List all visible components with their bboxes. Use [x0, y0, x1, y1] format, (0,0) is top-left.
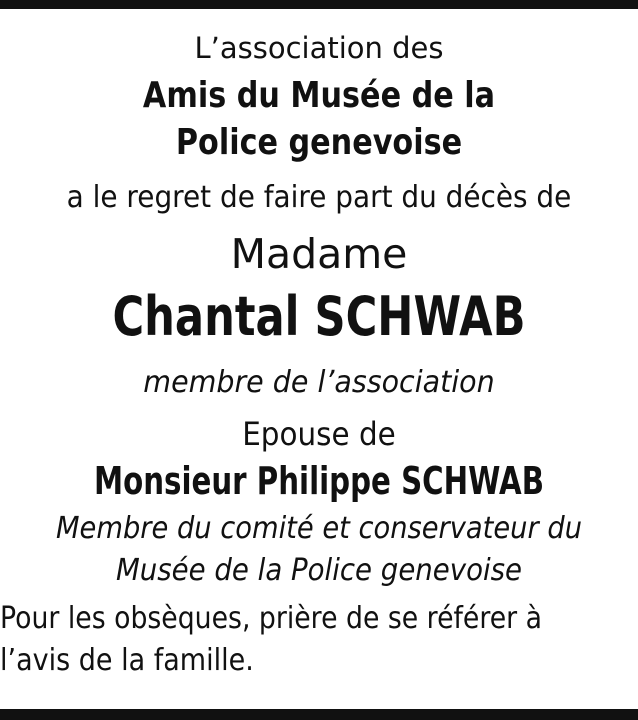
deceased-name: Chantal SCHWAB [112, 285, 526, 348]
bottom-border-rule [0, 709, 638, 720]
association-name-line-1: Amis du Musée de la [142, 75, 496, 116]
honorific: Madame [230, 230, 408, 278]
top-border-rule [0, 0, 638, 9]
funeral-info-line-2: l’avis de la famille. [0, 643, 254, 678]
spouse-role-line-2: Musée de la Police genevoise [115, 553, 523, 588]
spouse-role-line-1: Membre du comité et conservateur du [55, 511, 583, 546]
association-name-line-2: Police genevoise [175, 122, 463, 163]
funeral-info-line-1: Pour les obsèques, prière de se référer à [0, 601, 542, 636]
association-intro: L’association des [194, 31, 444, 65]
spouse-intro: Epouse de [242, 415, 396, 453]
regret-text: a le regret de faire part du décès de [66, 180, 572, 215]
spouse-name: Monsieur Philippe SCHWAB [93, 459, 545, 503]
deceased-role: membre de l’association [143, 365, 495, 400]
